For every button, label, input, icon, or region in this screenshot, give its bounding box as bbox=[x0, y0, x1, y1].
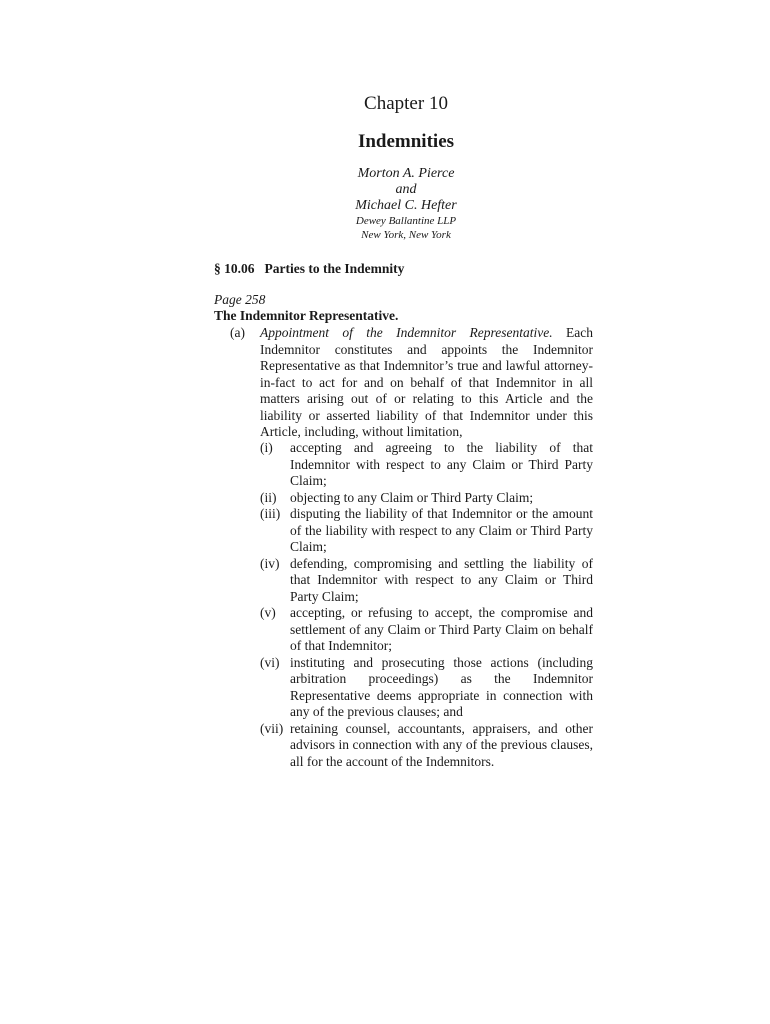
paragraph-label: (a) bbox=[230, 325, 245, 340]
chapter-title: Indemnities bbox=[357, 131, 455, 152]
paragraph-content bbox=[260, 325, 593, 441]
clause-item bbox=[260, 506, 593, 556]
clause-number: (i) bbox=[260, 440, 273, 455]
paragraph-lead: Appointment of the Indemnitor Representative. bbox=[260, 325, 553, 340]
page-reference: Page 258 bbox=[214, 292, 266, 307]
clause-item bbox=[260, 556, 593, 606]
clause-item bbox=[260, 440, 593, 490]
section-title: Parties to the Indemnity bbox=[264, 261, 405, 276]
clause-text: accepting and agreeing to the liability of that Indemnitor with respect to any Claim or Third Party Claim; bbox=[290, 440, 593, 488]
author-location: New York, New York bbox=[361, 229, 451, 241]
clause-number: (iii) bbox=[260, 506, 281, 521]
clause-item bbox=[260, 490, 593, 507]
paragraph-text: Each Indemnitor constitutes and appoints the Indemnitor Representative as that Indemnitor’s true and lawful attorney-in-fact to act for and on behalf of that Indemnitor in all matters arising out of or relating to this Article and the liability or asserted liability of that Indemnitor under this Article, including, without limitation, bbox=[260, 325, 593, 439]
clause-text: defending, compromising and settling the liability of that Indemnitor with respect to any Claim or Third Party Claim; bbox=[290, 555, 593, 604]
author-conjunction: and bbox=[395, 182, 417, 197]
clause-number: (vii) bbox=[260, 720, 284, 736]
clause-item bbox=[260, 605, 593, 655]
clause-text: retaining counsel, accountants, appraisers, and other advisors in connection with any of the previous clauses, all for the account of the Indemnitors. bbox=[290, 720, 593, 769]
clause-text: instituting and prosecuting those actions (including arbitration proceedings) as the Indemnitor Representative deems appropriate in connection with any of the previous clauses; and bbox=[290, 654, 593, 719]
section-heading bbox=[214, 260, 404, 278]
paragraph-a bbox=[214, 325, 593, 441]
clause-item bbox=[260, 655, 593, 721]
clause-text: objecting to any Claim or Third Party Claim; bbox=[290, 489, 534, 505]
author-name: Morton A. Pierce bbox=[357, 166, 455, 181]
clause-number: (ii) bbox=[260, 489, 277, 505]
clause-list bbox=[260, 440, 593, 770]
clause-number: (iv) bbox=[260, 555, 280, 571]
author-block bbox=[0, 166, 770, 242]
clause-number: (vi) bbox=[260, 654, 280, 670]
section-number: § 10.06 bbox=[214, 261, 255, 276]
author-firm: Dewey Ballantine LLP bbox=[355, 215, 457, 227]
chapter-number: Chapter 10 bbox=[364, 93, 448, 114]
clause-text: accepting, or refusing to accept, the compromise and settlement of any Claim or Third Party Claim on behalf of that Indemnitor; bbox=[290, 605, 593, 653]
author-name: Michael C. Hefter bbox=[355, 198, 457, 213]
clause-text: disputing the liability of that Indemnitor or the amount of the liability with respect to any Claim or Third Party Claim; bbox=[290, 506, 593, 554]
clause-number: (v) bbox=[260, 605, 276, 620]
clause-item bbox=[260, 721, 593, 771]
subsection-heading: The Indemnitor Representative. bbox=[214, 308, 399, 323]
